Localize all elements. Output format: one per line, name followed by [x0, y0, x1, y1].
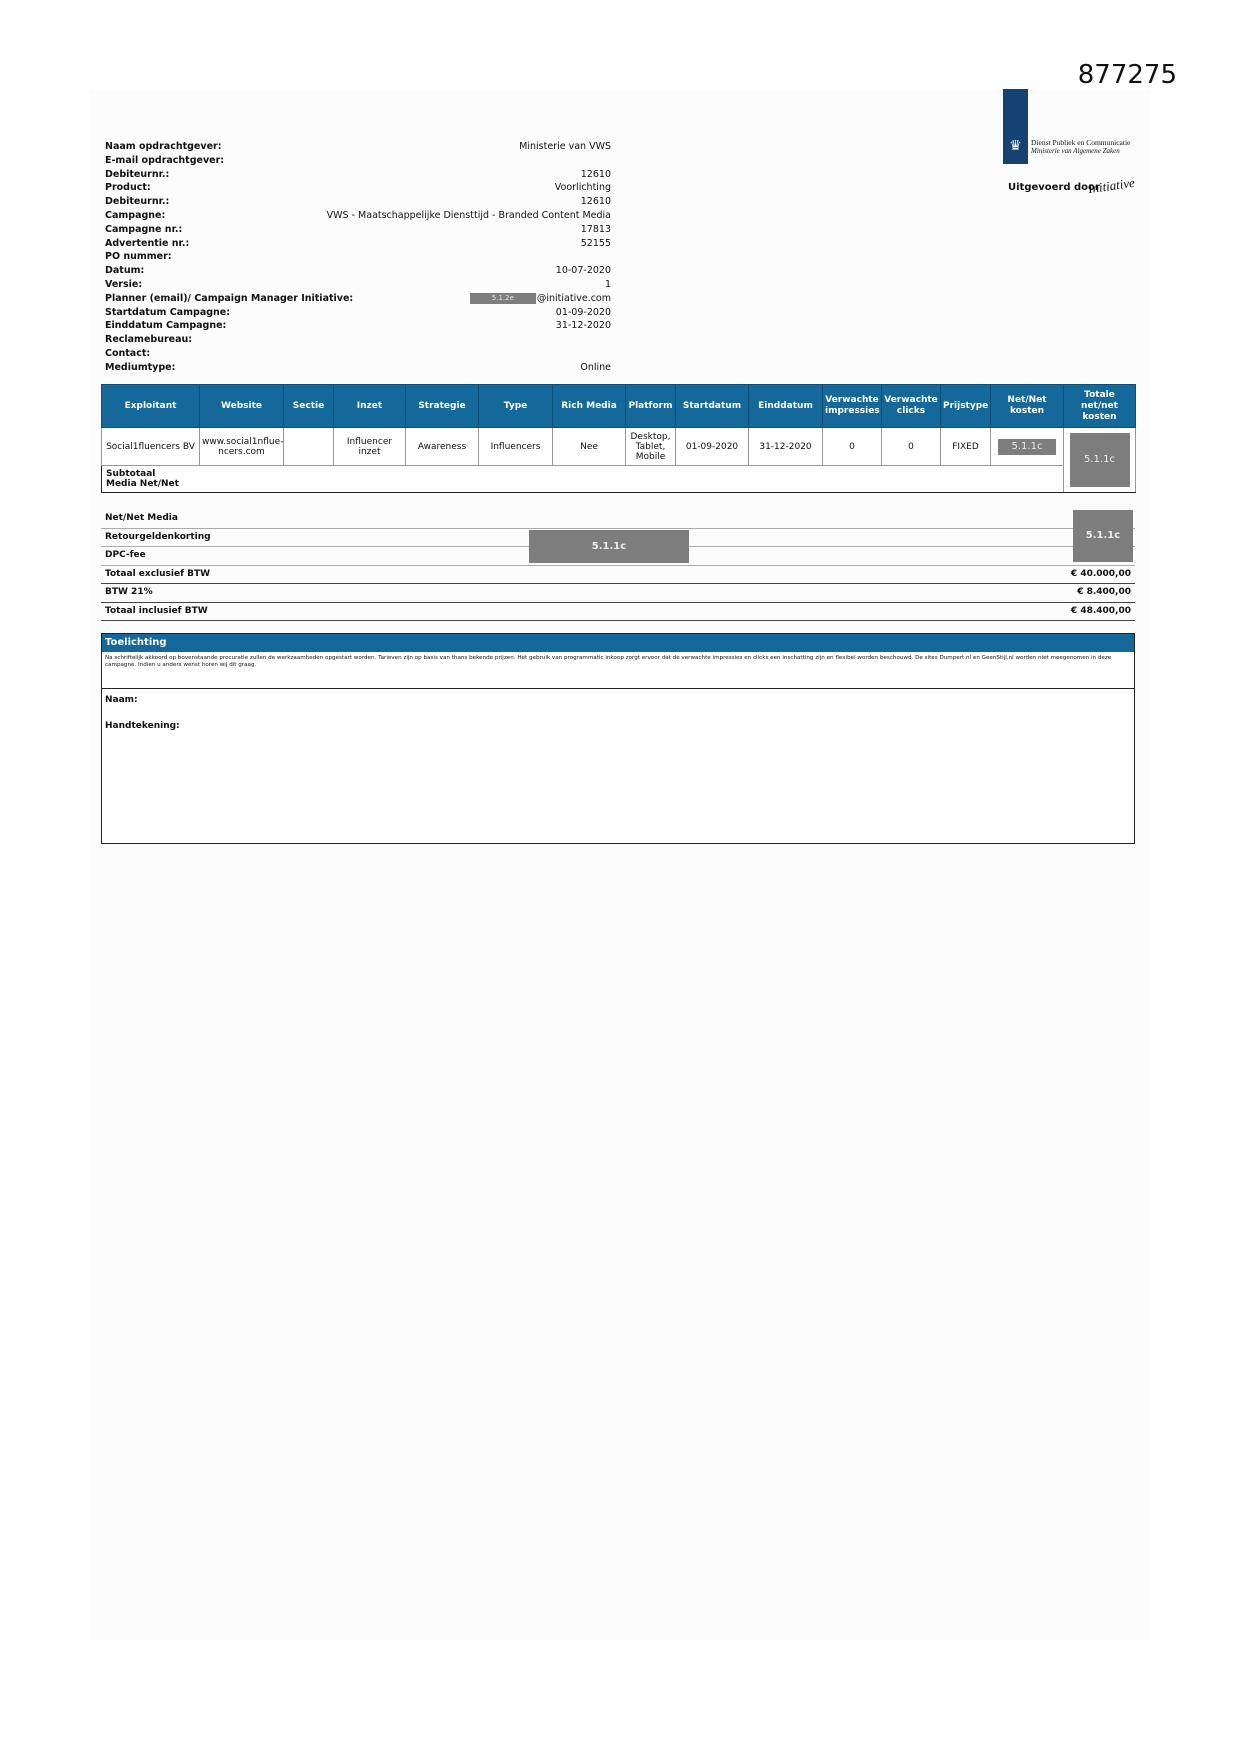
meta-row	[105, 306, 611, 320]
meta-label: Einddatum Campagne:	[105, 320, 227, 332]
column-header: Prijstype	[941, 385, 991, 428]
meta-row	[105, 140, 611, 154]
meta-value: 01-09-2020	[555, 306, 611, 318]
meta-row	[105, 264, 611, 278]
redaction-discount: 5.1.1c	[529, 530, 689, 563]
totals-value: € 40.000,00	[1070, 568, 1131, 579]
meta-label: Mediumtype:	[105, 361, 176, 373]
meta-row	[105, 292, 611, 306]
cell-exploitant: Social1fluencers BV	[102, 428, 200, 466]
column-header: Exploitant	[102, 385, 200, 428]
totals-label: DPC-fee	[105, 550, 146, 560]
totals-value: € 48.400,00	[1070, 605, 1131, 616]
agency-logo: Initiative	[1087, 174, 1136, 197]
column-header: Einddatum	[749, 385, 823, 428]
meta-row	[105, 278, 611, 292]
subtotal-label	[102, 466, 1064, 493]
column-header: Inzet	[334, 385, 406, 428]
totals-row	[101, 510, 1135, 529]
totals-row	[101, 566, 1135, 585]
meta-value: Ministerie van VWS	[519, 141, 611, 152]
signature-label: Handtekening:	[105, 721, 180, 731]
media-table	[101, 384, 1136, 493]
meta-value-text: @initiative.com	[536, 292, 611, 304]
cell-startdatum: 01-09-2020	[676, 428, 749, 466]
meta-value: 1	[604, 278, 611, 290]
column-header: Startdatum	[676, 385, 749, 428]
meta-row	[105, 361, 611, 375]
meta-value: 52155	[580, 237, 611, 249]
subtotal-label-text: Subtotaal Media Net/Net	[106, 469, 179, 489]
meta-label: Versie:	[105, 278, 143, 290]
cell-strategie: Awareness	[406, 428, 479, 466]
totals-row	[101, 603, 1135, 622]
notes-title: Toelichting	[102, 634, 1134, 652]
meta-value: 10-07-2020	[555, 265, 611, 277]
cell-netnet	[991, 428, 1064, 466]
table-row	[102, 428, 1136, 466]
column-header: Type	[479, 385, 553, 428]
logo-org-line2: Ministerie van Algemene Zaken	[1031, 147, 1120, 155]
meta-value: VWS - Maatschappelijke Diensttijd - Branded Content Media	[326, 209, 611, 221]
meta-row	[105, 347, 611, 361]
cell-einddatum: 31-12-2020	[749, 428, 823, 466]
meta-label: Debiteurnr.:	[105, 196, 170, 208]
meta-label: Startdatum Campagne:	[105, 306, 231, 318]
totals-label: Retourgeldenkorting	[105, 531, 211, 542]
meta-row	[105, 209, 611, 223]
totals-row	[101, 584, 1135, 603]
meta-label: Product:	[105, 182, 151, 194]
meta-value: Online	[580, 361, 611, 373]
document-number: 877275	[1077, 60, 1177, 90]
name-label: Naam:	[105, 695, 138, 705]
column-header: Verwachte clicks	[882, 385, 941, 428]
column-header: Strategie	[406, 385, 479, 428]
crest-icon: ♛	[1009, 137, 1022, 153]
cell-impressies: 0	[823, 428, 882, 466]
executed-by-label: Uitgevoerd door	[1008, 182, 1100, 193]
meta-value	[470, 292, 611, 306]
meta-label: Advertentie nr.:	[105, 237, 190, 249]
totals-label: BTW 21%	[105, 587, 153, 597]
cell-totaal	[1064, 428, 1136, 493]
totals-label: Net/Net Media	[105, 513, 178, 523]
cell-prijstype: FIXED	[941, 428, 991, 466]
meta-row	[105, 223, 611, 237]
meta-row	[105, 237, 611, 251]
media-table-header	[102, 385, 1136, 428]
column-header: Verwachte impressies	[823, 385, 882, 428]
column-header: Totale net/net kosten	[1064, 385, 1136, 428]
meta-value: Voorlichting	[554, 182, 611, 194]
meta-value: 31-12-2020	[555, 320, 611, 332]
meta-row	[105, 154, 611, 168]
column-header: Sectie	[284, 385, 334, 428]
campaign-meta	[105, 140, 611, 375]
subtotal-row	[102, 466, 1136, 493]
cell-type: Influencers	[479, 428, 553, 466]
meta-row	[105, 333, 611, 347]
column-header: Rich Media	[553, 385, 626, 428]
redaction-totaal: 5.1.1c	[1070, 433, 1130, 487]
meta-label: Campagne nr.:	[105, 223, 183, 235]
meta-label: Naam opdrachtgever:	[105, 141, 222, 152]
meta-row	[105, 168, 611, 182]
meta-label: Planner (email)/ Campaign Manager Initiative:	[105, 292, 354, 304]
cell-clicks: 0	[882, 428, 941, 466]
totals-value: € 8.400,00	[1077, 587, 1131, 597]
cell-rich-media: Nee	[553, 428, 626, 466]
redaction-email: 5.1.2e	[470, 293, 536, 304]
column-header: Platform	[626, 385, 676, 428]
meta-row	[105, 181, 611, 195]
meta-label: Reclamebureau:	[105, 334, 193, 346]
meta-label: Contact:	[105, 347, 151, 359]
column-header: Website	[200, 385, 284, 428]
redaction-netnet: 5.1.1c	[998, 439, 1056, 455]
cell-platform: Desktop, Tablet, Mobile	[626, 428, 676, 466]
meta-value: 12610	[580, 196, 611, 208]
meta-row	[105, 319, 611, 333]
meta-label: E-mail opdrachtgever:	[105, 154, 225, 166]
meta-label: PO nummer:	[105, 251, 172, 263]
redaction-totals-right: 5.1.1c	[1073, 510, 1133, 562]
meta-value: 12610	[580, 168, 611, 180]
notes-box	[101, 633, 1135, 844]
meta-value: 17813	[580, 223, 611, 235]
totals-section	[101, 510, 1135, 621]
column-header: Net/Net kosten	[991, 385, 1064, 428]
totals-label: Totaal inclusief BTW	[105, 605, 208, 616]
meta-label: Datum:	[105, 265, 145, 277]
meta-label: Debiteurnr.:	[105, 168, 170, 180]
meta-row	[105, 195, 611, 209]
cell-inzet: Influencer inzet	[334, 428, 406, 466]
cell-sectie	[284, 428, 334, 466]
meta-label: Campagne:	[105, 209, 166, 221]
notes-text: Na schriftelijk akkoord op bovenstaande procuratie zullen de werkzaamheden opgestart worden. Tarieven zijn op basis van thans bekende prijzen. Het gebruik van programmatic inkoop zorgt ervoor dat de verwachte impressies en clicks een inschatting zijn en flexibel worden beschouwd. De sites Dumpert.nl en GeenStijl.nl worden niet meegenomen in deze campagne. Indien u anders wenst horen wij dit graag.	[102, 652, 1134, 689]
meta-row	[105, 250, 611, 264]
totals-label: Totaal exclusief BTW	[105, 568, 211, 579]
cell-website: www.social1nflue-ncers.com	[200, 428, 284, 466]
logo-org-line1: Dienst Publiek en Communicatie	[1031, 138, 1131, 147]
